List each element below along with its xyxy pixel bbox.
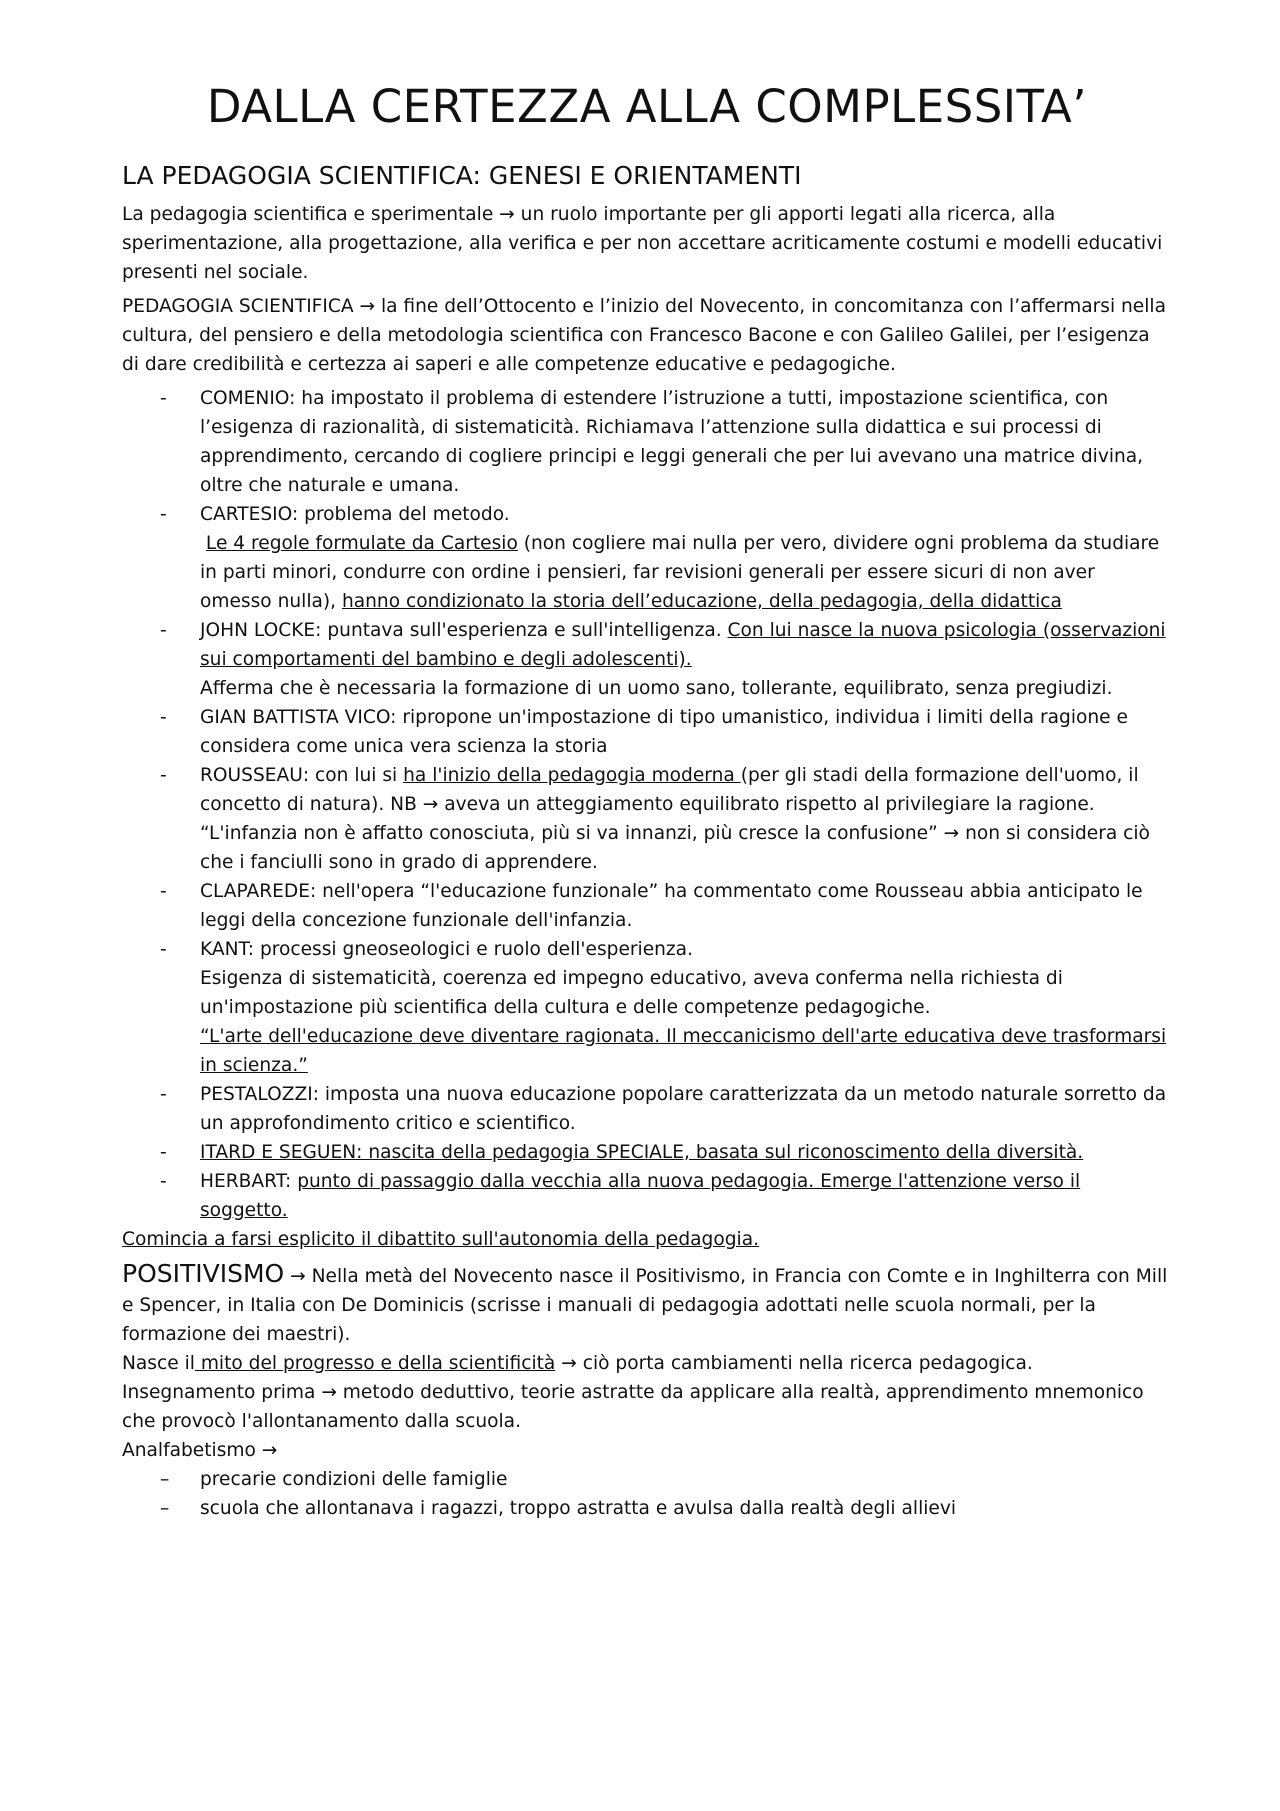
list-item-rousseau: - ROUSSEAU: con lui si ha l'inizio della pedagogia moderna (per gli stadi della formazione dell'uomo, il concetto di natura). NB → aveva un atteggiamento equilibrato rispetto al privilegiare la ragione. “L'infanzia non è affatto conosciuta, più si va innanzi, più cresce la confusione” → non si considera ciò che i fanciulli sono in grado di apprendere. [122, 761, 1172, 877]
list-item: – precarie condizioni delle famiglie [122, 1465, 1172, 1494]
list-item: – scuola che allontanava i ragazzi, troppo astratta e avulsa dalla realtà degli allievi [122, 1494, 1172, 1523]
causes-list [122, 1465, 1172, 1523]
dash-bullet: - [160, 620, 167, 641]
list-item-cartesio: - CARTESIO: problema del metodo. Le 4 regole formulate da Cartesio (non cogliere mai nulla per vero, dividere ogni problema da studiare in parti minori, condurre con ordine i pensieri, far revisioni generali per essere sicuri di non aver omesso nulla), hanno condizionato la storia dell’educazione, della pedagogia, della didattica [122, 500, 1172, 616]
dash-bullet: - [160, 707, 167, 728]
dash-bullet: - [160, 765, 167, 786]
dash-bullet: – [160, 1469, 170, 1490]
positivismo-heading: POSITIVISMO [122, 1259, 285, 1288]
mito-paragraph: Nasce il mito del progresso e della scientificità → ciò porta cambiamenti nella ricerca pedagogica. [122, 1353, 1033, 1374]
positivismo-paragraph: POSITIVISMO → Nella metà del Novecento nasce il Positivismo, in Francia con Comte e in Inghilterra con Mill e Spencer, in Italia con De Dominicis (scrisse i manuali di pedagogia adottati nelle scuola normali, per la formazione dei maestri). [122, 1259, 1168, 1345]
dash-bullet: – [160, 1498, 170, 1519]
analfabetismo-label: Analfabetismo → [122, 1440, 278, 1461]
list-item-herbart: - HERBART: punto di passaggio dalla vecchia alla nuova pedagogia. Emerge l'attenzione verso il soggetto. [122, 1167, 1172, 1225]
autonomia-paragraph: Comincia a farsi esplicito il dibattito sull'autonomia della pedagogia. [122, 1229, 759, 1250]
dash-bullet: - [160, 1084, 167, 1105]
page-title: DALLA CERTEZZA ALLA COMPLESSITA’ [206, 80, 1088, 133]
list-item-kant: - KANT: processi gneoseologici e ruolo dell'esperienza. Esigenza di sistematicità, coerenza ed impegno educativo, aveva conferma nella richiesta di un'impostazione più scientifica della cultura e delle competenze pedagogiche. “L'arte dell'educazione deve diventare ragionata. Il meccanicismo dell'arte educativa deve trasformarsi in scienza.” [122, 935, 1172, 1080]
list-item-itard: - ITARD E SEGUEN: nascita della pedagogia SPECIALE, basata sul riconoscimento della diversità. [122, 1138, 1172, 1167]
definition-paragraph: PEDAGOGIA SCIENTIFICA → la fine dell’Ottocento e l’inizio del Novecento, in concomitanza con l’affermarsi nella cultura, del pensiero e della metodologia scientifica con Francesco Bacone e con Galileo Galilei, per l’esigenza di dare credibilità e certezza ai saperi e alle competenze educative e pedagogiche. [122, 296, 1166, 375]
list-item-locke: - JOHN LOCKE: puntava sull'esperienza e sull'intelligenza. Con lui nasce la nuova psicologia (osservazioni sui comportamenti del bambino e degli adolescenti). Afferma che è necessaria la formazione di un uomo sano, tollerante, equilibrato, senza pregiudizi. [122, 616, 1172, 703]
dash-bullet: - [160, 388, 167, 409]
dash-bullet: - [160, 881, 167, 902]
authors-list [122, 384, 1172, 1225]
dash-bullet: - [160, 1171, 167, 1192]
list-item-comenio: - COMENIO: ha impostato il problema di estendere l’istruzione a tutti, impostazione scientifica, con l’esigenza di razionalità, di sistematicità. Richiamava l’attenzione sulla didattica e sui processi di apprendimento, cercando di cogliere principi e leggi generali che per lui avevano una matrice divina, oltre che naturale e umana. [122, 384, 1172, 500]
dash-bullet: - [160, 1142, 167, 1163]
list-item-vico: - GIAN BATTISTA VICO: ripropone un'impostazione di tipo umanistico, individua i limiti della ragione e considera come unica vera scienza la storia [122, 703, 1172, 761]
insegnamento-paragraph: Insegnamento prima → metodo deduttivo, teorie astratte da applicare alla realtà, apprendimento mnemonico che provocò l'allontanamento dalla scuola. [122, 1382, 1144, 1432]
document-page [122, 60, 1172, 1523]
list-item-pestalozzi: - PESTALOZZI: imposta una nuova educazione popolare caratterizzata da un metodo naturale sorretto da un approfondimento critico e scientifico. [122, 1080, 1172, 1138]
dash-bullet: - [160, 504, 167, 525]
section-heading: LA PEDAGOGIA SCIENTIFICA: GENESI E ORIENTAMENTI [122, 161, 802, 190]
intro-paragraph: La pedagogia scientifica e sperimentale → un ruolo importante per gli apporti legati alla ricerca, alla sperimentazione, alla progettazione, alla verifica e per non accettare acriticamente costumi e modelli educativi presenti nel sociale. [122, 204, 1163, 283]
list-item-claparede: - CLAPAREDE: nell'opera “l'educazione funzionale” ha commentato come Rousseau abbia anticipato le leggi della concezione funzionale dell'infanzia. [122, 877, 1172, 935]
dash-bullet: - [160, 939, 167, 960]
